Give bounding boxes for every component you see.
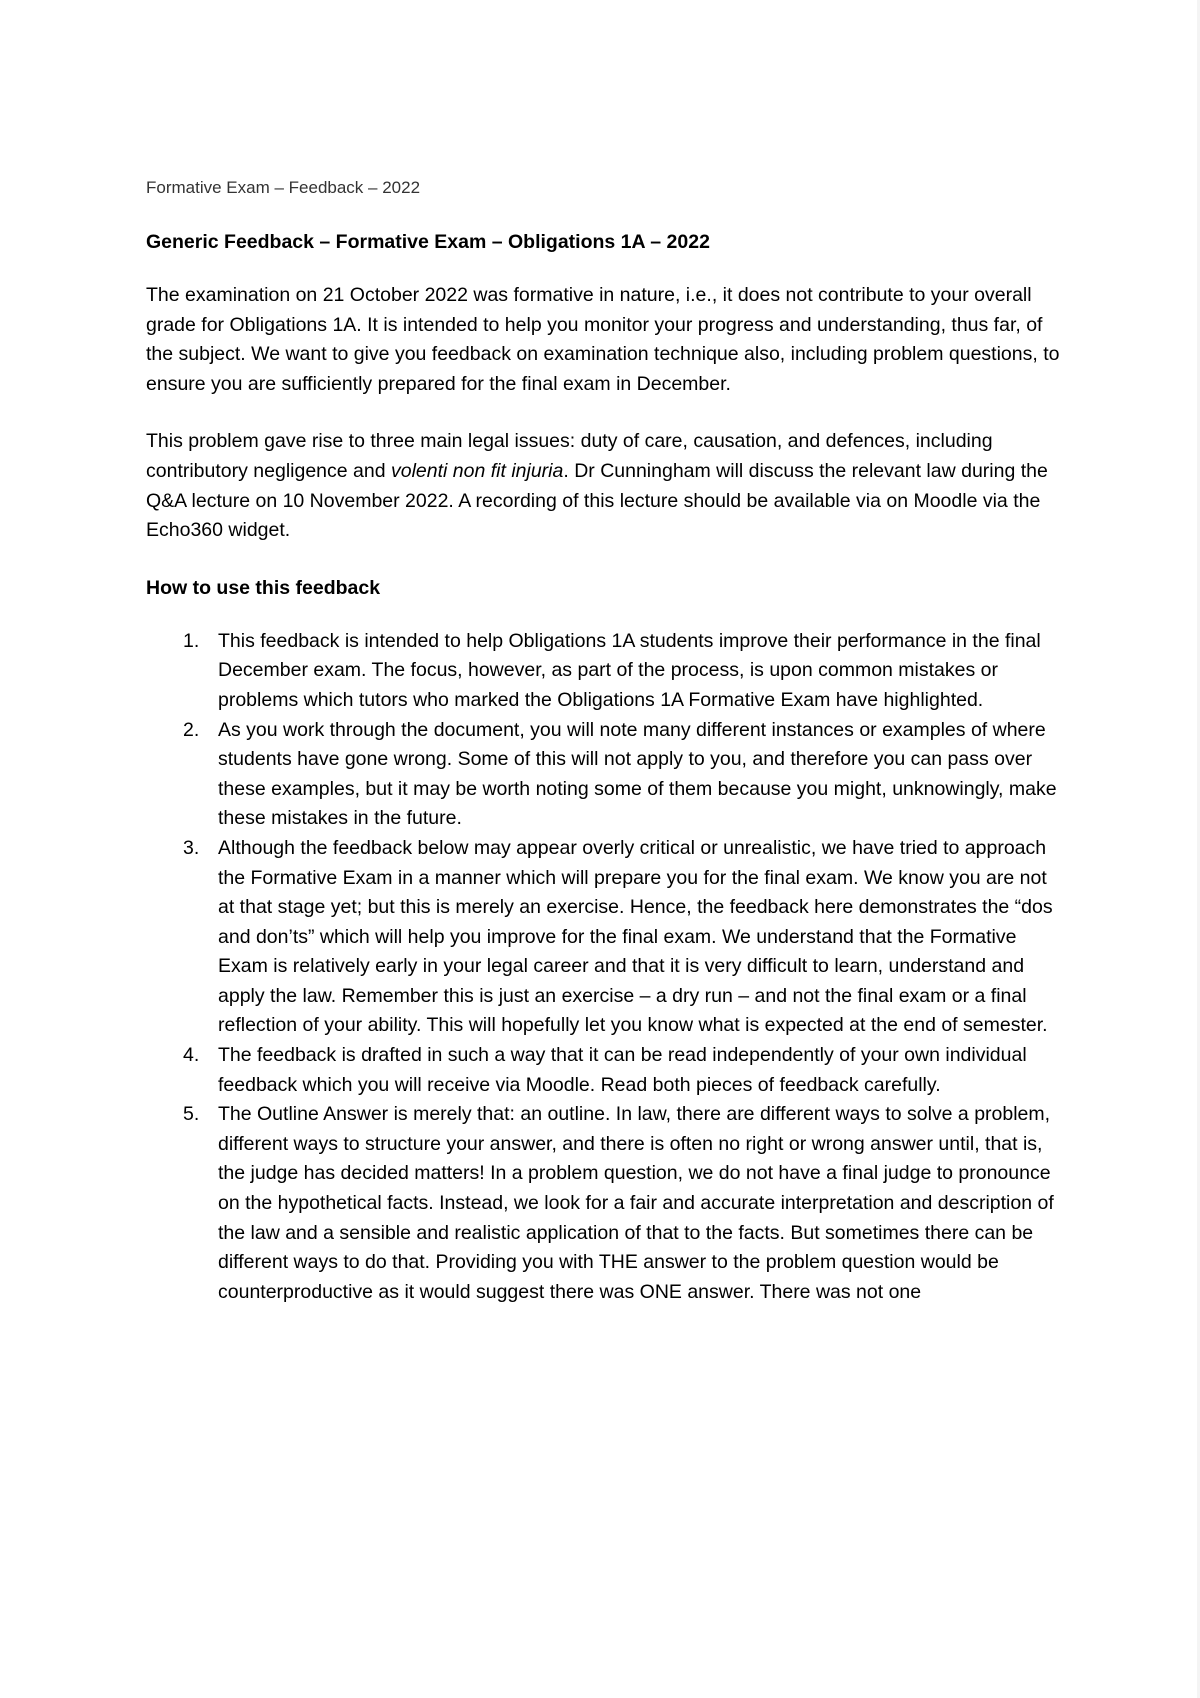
list-item-number: 2. [183,718,200,741]
document-header-line: Formative Exam – Feedback – 2022 [146,178,421,197]
issues-paragraph [146,427,1066,545]
list-item [146,1100,1066,1307]
list-item [146,716,1066,834]
issues-paragraph-latin-term: volenti non fit injuria [391,459,564,482]
list-item-text: Although the feedback below may appear overly critical or unrealistic, we have tried to approach the Formative Exam in a manner which will prepare you for the final exam. We know you are not at that stage yet; but this is merely an exercise. Hence, the feedback here demonstrates the “dos and don’ts” which will help you improve for the final exam. We understand that the Formative Exam is relatively early in your legal career and that it is very difficult to learn, understand and apply the law. Remember this is just an exercise – a dry run – and not the final exam or a final reflection of your ability. This will hopefully let you know what is expected at the end of semester. [218,836,1053,1037]
section-heading-how-to-use: How to use this feedback [146,576,381,599]
list-item-number: 1. [183,629,200,652]
list-item [146,834,1066,1041]
feedback-guidance-list [146,627,1066,1308]
list-item [146,627,1066,716]
list-item-text: As you work through the document, you will note many different instances or examples of where students have gone wrong. Some of this will not apply to you, and therefore you can pass over these examples, but it may be worth noting some of them because you might, unknowingly, make these mistakes in the future. [218,718,1057,830]
list-item-text: This feedback is intended to help Obligations 1A students improve their performance in the final December exam. The focus, however, as part of the process, is upon common mistakes or problems which tutors who marked the Obligations 1A Formative Exam have highlighted. [218,629,1041,711]
list-item-number: 3. [183,836,200,859]
document-title: Generic Feedback – Formative Exam – Obligations 1A – 2022 [146,231,710,253]
document-page [146,176,1066,1307]
list-item-text: The Outline Answer is merely that: an outline. In law, there are different ways to solve a problem, different ways to structure your answer, and there is often no right or wrong answer until, that is, the judge has decided matters! In a problem question, we do not have a final judge to pronounce on the hypothetical facts. Instead, we look for a fair and accurate interpretation and description of the law and a sensible and realistic application of that to the facts. But sometimes there can be different ways to do that. Providing you with THE answer to the problem question would be counterproductive as it would suggest there was ONE answer. There was not one [218,1103,1054,1303]
list-item-number: 4. [183,1044,200,1067]
issues-paragraph-text-2: . Dr Cunningham will discuss the relevant law during the Q&A lecture on 10 November 2022. A recording of this lecture should be available via on Moodle via the Echo360 widget. [146,459,1048,542]
issues-paragraph-text-1: This problem gave rise to three main legal issues: duty of care, causation, and defences, including contributory negligence and [146,430,993,482]
list-item-number: 5. [183,1103,200,1126]
list-item [146,1041,1066,1100]
list-item-text: The feedback is drafted in such a way that it can be read independently of your own individual feedback which you will receive via Moodle. Read both pieces of feedback carefully. [218,1044,1027,1096]
intro-paragraph: The examination on 21 October 2022 was formative in nature, i.e., it does not contribute to your overall grade for Obligations 1A. It is intended to help you monitor your progress and understanding, thus far, of the subject. We want to give you feedback on examination technique also, including problem questions, to ensure you are sufficiently prepared for the final exam in December. [146,284,1060,395]
